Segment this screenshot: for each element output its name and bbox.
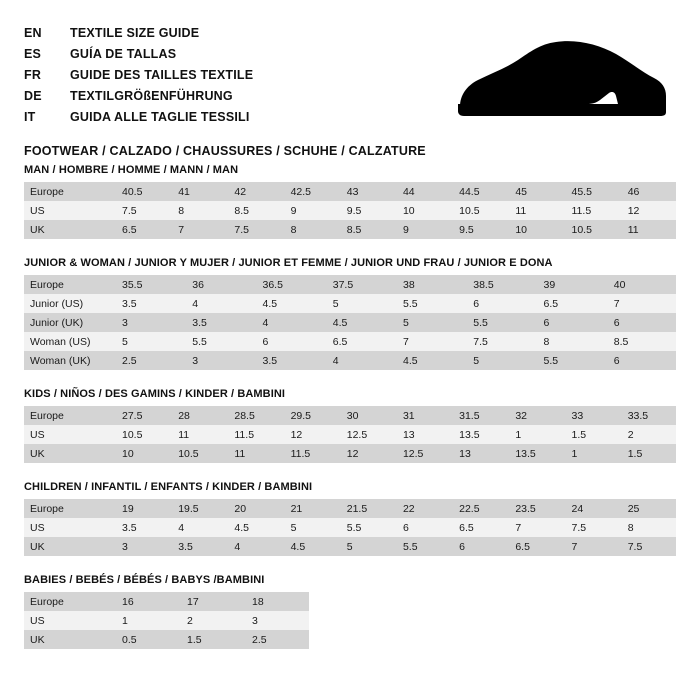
dress-shoe-icon [452,34,672,124]
cell: 3.5 [255,351,325,370]
cell: 12 [283,425,339,444]
size-table-kids [24,406,676,463]
table-row [24,182,676,201]
cell: 5 [465,351,535,370]
cell: 5.5 [184,332,254,351]
cell: 8 [170,201,226,220]
language-title: GUIDA ALLE TAGLIE TESSILI [70,110,250,124]
cell: 36 [184,275,254,294]
table-row [24,332,676,351]
cell: 44.5 [451,182,507,201]
table-row [24,611,309,630]
cell: 11.5 [564,201,620,220]
cell: 4 [325,351,395,370]
cell: 32 [507,406,563,425]
cell: 1.5 [564,425,620,444]
cell: 7 [564,537,620,556]
cell: 13.5 [507,444,563,463]
cell: 4.5 [325,313,395,332]
table-row [24,294,676,313]
cell: 4.5 [395,351,465,370]
cell: 10.5 [451,201,507,220]
cell: 6.5 [325,332,395,351]
cell: 5.5 [465,313,535,332]
cell: 6 [606,313,676,332]
row-label: Europe [24,592,114,611]
cell: 4.5 [283,537,339,556]
cell: 3.5 [184,313,254,332]
cell: 33 [564,406,620,425]
cell: 3.5 [114,294,184,313]
cell: 5.5 [536,351,606,370]
cell: 8 [283,220,339,239]
table-row [24,499,676,518]
cell: 42 [226,182,282,201]
cell: 4 [184,294,254,313]
cell: 5 [325,294,395,313]
cell: 25 [620,499,676,518]
table-row [24,444,676,463]
cell: 2.5 [244,630,309,649]
cell: 9 [283,201,339,220]
cell: 6 [606,351,676,370]
cell: 17 [179,592,244,611]
cell: 41 [170,182,226,201]
cell: 9.5 [339,201,395,220]
row-label: Europe [24,499,114,518]
size-table-babies [24,592,309,649]
language-code: FR [24,68,42,82]
cell: 5.5 [339,518,395,537]
cell: 6.5 [536,294,606,313]
cell: 40 [606,275,676,294]
cell: 5 [283,518,339,537]
cell: 7 [170,220,226,239]
cell: 12 [620,201,676,220]
table-block-junior-woman [24,257,676,370]
table-block-man [24,164,676,239]
language-code: EN [24,26,42,40]
cell: 30 [339,406,395,425]
table-row [24,425,676,444]
cell: 24 [564,499,620,518]
language-title: TEXTILGRÖßENFÜHRUNG [70,89,233,103]
cell: 5 [114,332,184,351]
cell: 7.5 [226,220,282,239]
table-row [24,313,676,332]
cell: 16 [114,592,179,611]
cell: 11 [226,444,282,463]
cell: 2.5 [114,351,184,370]
table-block-babies [24,574,676,649]
cell: 29.5 [283,406,339,425]
row-label: Junior (US) [24,294,114,313]
row-label: Europe [24,406,114,425]
table-row [24,275,676,294]
cell: 7.5 [620,537,676,556]
cell: 18 [244,592,309,611]
language-title: GUÍA DE TALLAS [70,47,177,61]
cell: 12.5 [395,444,451,463]
cell: 9.5 [451,220,507,239]
cell: 44 [395,182,451,201]
cell: 8.5 [606,332,676,351]
table-row [24,201,676,220]
cell: 10 [507,220,563,239]
cell: 1 [564,444,620,463]
row-label: Woman (UK) [24,351,114,370]
size-table-man [24,182,676,239]
cell: 7 [606,294,676,313]
cell: 28 [170,406,226,425]
cell: 5 [339,537,395,556]
cell: 21.5 [339,499,395,518]
cell: 13.5 [451,425,507,444]
cell: 8 [620,518,676,537]
cell: 2 [179,611,244,630]
cell: 2 [620,425,676,444]
language-code: IT [24,110,36,124]
cell: 39 [536,275,606,294]
cell: 10.5 [564,220,620,239]
cell: 19.5 [170,499,226,518]
size-table-junior-woman [24,275,676,370]
cell: 3 [184,351,254,370]
cell: 6 [465,294,535,313]
row-label: Europe [24,275,114,294]
cell: 13 [395,425,451,444]
row-label: Europe [24,182,114,201]
cell: 9 [395,220,451,239]
row-label: UK [24,537,114,556]
cell: 21 [283,499,339,518]
cell: 42.5 [283,182,339,201]
cell: 31.5 [451,406,507,425]
cell: 23.5 [507,499,563,518]
cell: 11.5 [283,444,339,463]
cell: 0.5 [114,630,179,649]
table-caption: KIDS / NIÑOS / DES GAMINS / KINDER / BAMBINI [24,388,286,400]
table-caption: BABIES / BEBÉS / BÉBÉS / BABYS /BAMBINI [24,574,265,586]
row-label: US [24,201,114,220]
row-label: Junior (UK) [24,313,114,332]
cell: 20 [226,499,282,518]
language-code: ES [24,47,42,61]
page-header [24,26,676,158]
cell: 22.5 [451,499,507,518]
language-code: DE [24,89,42,103]
cell: 45 [507,182,563,201]
row-label: UK [24,630,114,649]
cell: 6.5 [451,518,507,537]
cell: 7.5 [564,518,620,537]
cell: 11 [620,220,676,239]
cell: 5.5 [395,294,465,313]
cell: 1 [507,425,563,444]
table-row [24,592,309,611]
cell: 37.5 [325,275,395,294]
cell: 33.5 [620,406,676,425]
table-caption: JUNIOR & WOMAN / JUNIOR Y MUJER / JUNIOR ET FEMME / JUNIOR UND FRAU / JUNIOR E DONA [24,257,553,269]
table-row [24,406,676,425]
cell: 10.5 [170,444,226,463]
table-row [24,220,676,239]
cell: 38.5 [465,275,535,294]
cell: 6 [395,518,451,537]
cell: 22 [395,499,451,518]
row-label: US [24,425,114,444]
cell: 6 [451,537,507,556]
row-label: Woman (US) [24,332,114,351]
cell: 1.5 [620,444,676,463]
table-row [24,351,676,370]
language-title: GUIDE DES TAILLES TEXTILE [70,68,254,82]
cell: 11 [507,201,563,220]
cell: 6 [536,313,606,332]
cell: 45.5 [564,182,620,201]
category-title: FOOTWEAR / CALZADO / CHAUSSURES / SCHUHE / CALZATURE [24,144,426,158]
cell: 3 [114,313,184,332]
cell: 7 [395,332,465,351]
cell: 8.5 [226,201,282,220]
cell: 7.5 [114,201,170,220]
cell: 12 [339,444,395,463]
table-caption: CHILDREN / INFANTIL / ENFANTS / KINDER / BAMBINI [24,481,313,493]
cell: 28.5 [226,406,282,425]
cell: 1.5 [179,630,244,649]
cell: 40.5 [114,182,170,201]
cell: 36.5 [255,275,325,294]
cell: 38 [395,275,465,294]
cell: 4 [226,537,282,556]
cell: 35.5 [114,275,184,294]
cell: 6.5 [114,220,170,239]
table-row [24,518,676,537]
cell: 7 [507,518,563,537]
cell: 3 [114,537,170,556]
row-label: UK [24,220,114,239]
cell: 11 [170,425,226,444]
row-label: US [24,518,114,537]
cell: 19 [114,499,170,518]
size-table-children [24,499,676,556]
cell: 10 [114,444,170,463]
cell: 11.5 [226,425,282,444]
cell: 43 [339,182,395,201]
table-block-kids [24,388,676,463]
cell: 12.5 [339,425,395,444]
row-label: US [24,611,114,630]
cell: 3 [244,611,309,630]
cell: 1 [114,611,179,630]
table-row [24,537,676,556]
table-caption: MAN / HOMBRE / HOMME / MANN / MAN [24,164,239,176]
cell: 3.5 [170,537,226,556]
cell: 27.5 [114,406,170,425]
cell: 5.5 [395,537,451,556]
cell: 10 [395,201,451,220]
table-block-children [24,481,676,556]
cell: 4.5 [226,518,282,537]
cell: 4 [170,518,226,537]
cell: 13 [451,444,507,463]
table-row [24,630,309,649]
cell: 46 [620,182,676,201]
cell: 7.5 [465,332,535,351]
cell: 6.5 [507,537,563,556]
cell: 8.5 [339,220,395,239]
cell: 31 [395,406,451,425]
cell: 8 [536,332,606,351]
cell: 10.5 [114,425,170,444]
cell: 3.5 [114,518,170,537]
cell: 4.5 [255,294,325,313]
cell: 5 [395,313,465,332]
language-title: TEXTILE SIZE GUIDE [70,26,200,40]
cell: 4 [255,313,325,332]
row-label: UK [24,444,114,463]
cell: 6 [255,332,325,351]
